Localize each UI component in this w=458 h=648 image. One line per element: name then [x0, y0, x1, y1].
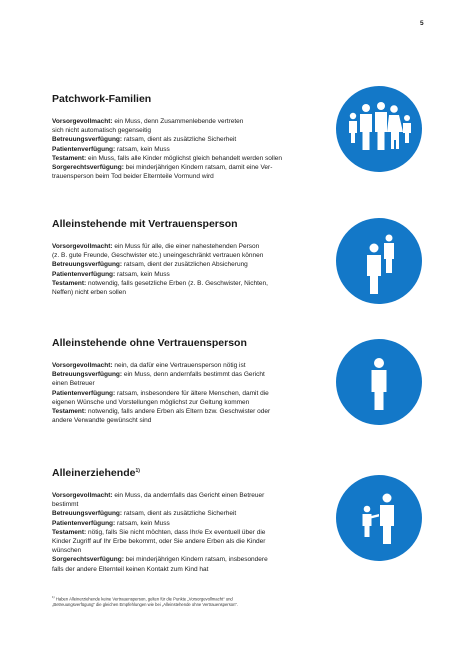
section-title: Patchwork-Familien — [52, 93, 152, 105]
body-text: ratsam, dient der zusätzlichen Absicherung — [122, 261, 248, 269]
body-text: ratsam, kein Muss — [115, 145, 170, 153]
document-label: Sorgerechtsverfügung: — [52, 164, 124, 172]
document-label: Patientenverfügung: — [52, 145, 116, 153]
body-text: notwendig, falls gesetzliche Erben (z. B. Geschwister, Nichten, — [86, 279, 268, 287]
body-text: wünschen — [52, 547, 82, 555]
two-persons-icon-circle — [336, 218, 422, 304]
body-text: falls der andere Elternteil keinen Kontakt zum Kind hat — [52, 565, 209, 573]
section-body — [52, 242, 352, 297]
footnote-mark: 1) — [52, 595, 55, 599]
document-label: Patientenverfügung: — [52, 519, 116, 527]
body-text: ein Muss, denn andernfalls bestimmt das Gericht — [122, 371, 265, 379]
body-text: ein Muss, da andernfalls das Gericht einen Betreuer — [112, 492, 265, 499]
body-text: bei minderjährigen Kindern ratsam, insbesondere — [123, 556, 268, 564]
single-person-icon — [336, 339, 422, 425]
section-title: Alleinstehende ohne Vertrauensperson — [52, 337, 247, 349]
body-text: ratsam, insbesondere für ältere Menschen, damit die — [115, 389, 269, 397]
body-line — [52, 270, 352, 279]
footnote — [52, 594, 372, 608]
body-line — [52, 509, 352, 518]
body-text: bestimmt — [52, 501, 79, 509]
body-text: ein Muss, denn Zusammenlebende vertreten — [112, 118, 244, 125]
section-mit-vertrauensperson — [52, 218, 352, 297]
body-text: sich nicht automatisch gegenseitig — [52, 127, 152, 135]
footnote-text: Haben Alleinerziehende keine Vertrauensperson, gelten für die Punkte „Vorsorgevollmacht“ und — [55, 596, 233, 602]
body-line — [52, 145, 352, 154]
body-line — [52, 537, 352, 546]
body-line — [52, 389, 352, 398]
document-label: Vorsorgevollmacht: — [52, 118, 113, 125]
section-body — [52, 361, 352, 425]
body-line — [52, 565, 352, 574]
body-line — [52, 251, 352, 260]
body-line — [52, 361, 352, 370]
body-text: einen Betreuer — [52, 380, 95, 388]
document-label: Vorsorgevollmacht: — [52, 492, 113, 499]
section-patchwork — [52, 93, 352, 181]
body-text: eigenen Wünsche und Vorstellungen möglichst zur Geltung kommen — [52, 398, 250, 406]
two-persons-icon — [336, 218, 422, 304]
footnote-line: „Betreuungsverfügung“ die gleichen Empfehlungen wie bei „Alleinstehende ohne Vertrauensperson“. — [52, 602, 239, 608]
document-label: Testament: — [52, 408, 87, 416]
body-line — [52, 546, 352, 555]
document-label: Betreuungsverfügung: — [52, 510, 123, 518]
section-body — [52, 491, 352, 574]
body-line — [52, 260, 352, 269]
body-line — [52, 279, 352, 288]
body-line — [52, 117, 352, 126]
section-alleinerziehende — [52, 465, 352, 574]
body-line — [52, 288, 352, 297]
document-label: Vorsorgevollmacht: — [52, 243, 113, 250]
family-icon-circle — [336, 86, 422, 172]
body-text: bei minderjährigen Kindern ratsam, damit eine Ver- — [123, 164, 273, 172]
family-of-six-icon — [336, 86, 422, 172]
body-text: andere Verwandte gewünscht sind — [52, 417, 152, 425]
body-text: ratsam, kein Muss — [115, 519, 170, 527]
body-line — [52, 126, 352, 135]
document-label: Testament: — [52, 154, 87, 162]
body-text: (z. B. gute Freunde, Geschwister etc.) uneingeschränkt vertrauen können — [52, 252, 264, 260]
section-ohne-vertrauensperson — [52, 337, 352, 425]
single-person-icon-circle — [336, 339, 422, 425]
body-text: nötig, falls Sie nicht möchten, dass Ihr/e Ex eventuell über die — [86, 528, 266, 536]
body-line — [52, 163, 352, 172]
body-text: Kinder Zugriff auf Ihr Erbe bekommt, oder Sie andere Erben als die Kinder — [52, 538, 266, 546]
body-line — [52, 135, 352, 144]
body-line — [52, 154, 352, 163]
body-text: ratsam, dient als zusätzliche Sicherheit — [122, 136, 237, 144]
body-text: notwendig, falls andere Erben als Eltern bzw. Geschwister oder — [86, 408, 271, 416]
parent-with-child-icon — [336, 475, 422, 561]
document-label: Betreuungsverfügung: — [52, 136, 123, 144]
body-text: Neffen) nicht erben sollen — [52, 289, 126, 297]
body-line — [52, 398, 352, 407]
body-text: trauensperson beim Tod beider Elternteile Vormund wird — [52, 173, 214, 181]
section-title-text: Alleinerziehende — [52, 467, 136, 479]
document-label: Betreuungsverfügung: — [52, 371, 123, 379]
parent-with-child-icon-circle — [336, 475, 422, 561]
section-body — [52, 117, 352, 181]
body-text: nein, da dafür eine Vertrauensperson nötig ist — [112, 362, 246, 369]
body-line — [52, 370, 352, 379]
body-text: ratsam, kein Muss — [115, 270, 170, 278]
document-label: Sorgerechtsverfügung: — [52, 556, 124, 564]
body-line — [52, 242, 352, 251]
body-line — [52, 555, 352, 564]
document-label: Patientenverfügung: — [52, 270, 116, 278]
section-title: Alleinstehende mit Vertrauensperson — [52, 218, 238, 230]
footnote-mark: 1) — [135, 468, 140, 474]
document-label: Betreuungsverfügung: — [52, 261, 123, 269]
document-label: Patientenverfügung: — [52, 389, 116, 397]
footnote-line — [52, 594, 372, 602]
document-label: Testament: — [52, 279, 87, 287]
body-line — [52, 491, 352, 500]
page-number: 5 — [420, 20, 424, 27]
body-line — [52, 416, 352, 425]
document-label: Vorsorgevollmacht: — [52, 362, 113, 369]
body-line — [52, 528, 352, 537]
body-line — [52, 379, 352, 388]
body-line — [52, 172, 352, 181]
body-text: ein Muss, falls alle Kinder möglichst gleich behandelt werden sollen — [86, 154, 283, 162]
body-text: ein Muss für alle, die einer nahestehenden Person — [112, 243, 260, 250]
body-line — [52, 407, 352, 416]
body-text: ratsam, dient als zusätzliche Sicherheit — [122, 510, 237, 518]
body-line — [52, 500, 352, 509]
document-label: Testament: — [52, 528, 87, 536]
section-title — [52, 465, 352, 480]
body-line — [52, 519, 352, 528]
